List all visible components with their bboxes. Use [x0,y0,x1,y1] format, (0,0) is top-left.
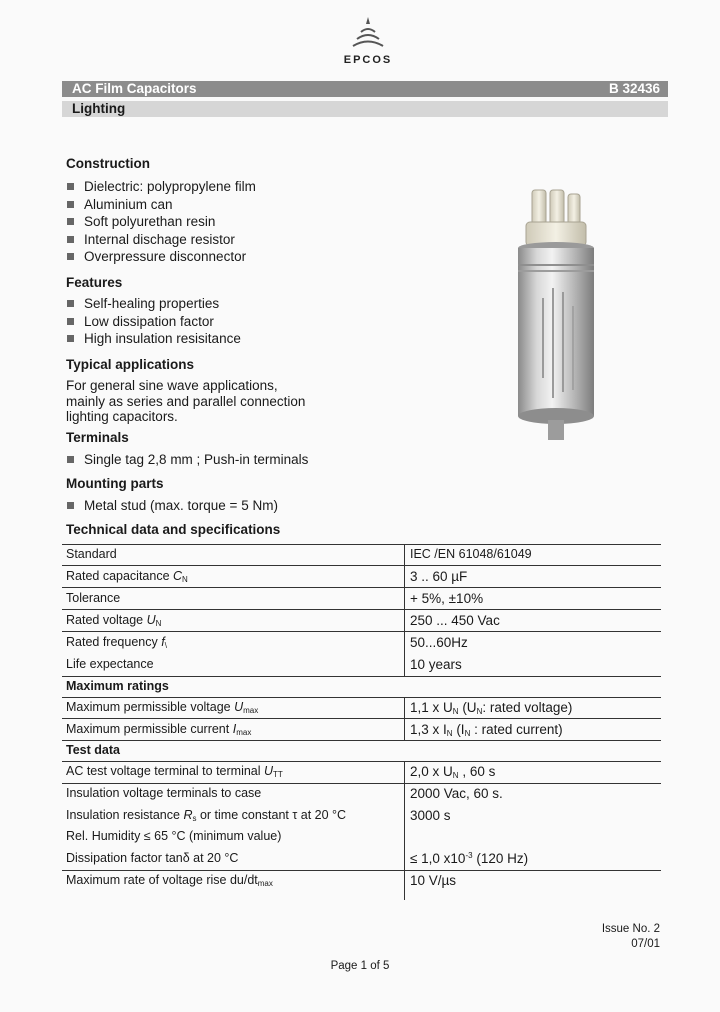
spec-label [66,764,283,779]
label-text: Insulation resistance [66,808,184,822]
spec-label [66,569,188,584]
spec-label [66,808,346,823]
spec-label [66,700,258,715]
spec-label: Dissipation factor tanδ at 20 °C [66,851,239,865]
spec-label: Life expectance [66,657,154,671]
table-rule [62,609,661,610]
value-text: 2,0 x U [410,764,453,779]
applications-text [66,378,305,425]
issue-date: 07/01 [631,937,660,950]
epcos-triangle-icon [348,16,388,52]
table-rule [62,544,661,545]
spec-value [410,700,572,716]
label-text: Maximum permissible voltage [66,700,235,714]
label-symbol: I [232,722,237,736]
terminals-list [66,451,308,469]
value-subscript: N [476,707,483,716]
applications-line: mainly as series and parallel connection [66,393,306,409]
spec-label: Standard [66,547,117,561]
mounting-list [66,497,278,515]
label-subscript: \ [164,641,167,650]
label-text: Rated frequency [66,635,162,649]
label-text: or time constant τ at 20 °C [196,808,347,822]
construction-list [66,178,256,266]
spec-value: 3000 s [410,808,451,823]
label-symbol: U [146,613,156,627]
label-symbol: U [264,764,274,778]
spec-value: 50...60Hz [410,635,468,650]
table-rule [62,565,661,566]
applications-line: For general sine wave applications, [66,378,278,393]
label-text: AC test voltage terminal to terminal [66,764,264,778]
value-text: : rated voltage) [482,700,573,715]
table-rule [62,718,661,719]
spec-value [410,851,528,866]
list-item: Overpressure disconnector [66,248,256,266]
value-text: 1,3 x I [410,722,447,737]
applications-line: lighting capacitors. [66,409,178,425]
spec-value [410,722,563,738]
applications-heading: Typical applications [66,357,195,372]
value-text: ≤ 1,0 x10 [410,851,466,866]
label-subscript: N [182,575,188,584]
part-number: B 32436 [608,81,660,96]
column-rule [404,544,405,676]
table-rule [62,870,661,871]
label-subscript: s [192,814,197,823]
label-text: Maximum rate of voltage rise du/dt [66,873,258,887]
spec-value: 10 V/µs [410,873,457,888]
construction-heading: Construction [66,156,150,171]
list-item: Soft polyurethan resin [66,213,256,231]
capacitor-photo [506,188,616,442]
spec-value: + 5%, ±10% [410,591,484,606]
list-item: Self-healing properties [66,295,241,313]
label-text: Rated voltage [66,613,147,627]
features-heading: Features [66,275,123,290]
list-item: Aluminium can [66,196,256,214]
label-symbol: f [161,635,165,649]
list-item: Low dissipation factor [66,313,241,331]
issue-info [602,922,660,951]
value-text: (120 Hz) [472,851,529,866]
spec-value: 250 ... 450 Vac [410,613,500,628]
value-text: 1,1 x U [410,700,453,715]
document-title: AC Film Capacitors [72,81,197,96]
subtitle-bar [62,101,668,117]
label-symbol: R [183,808,193,822]
table-rule [62,587,661,588]
spec-label [66,873,273,888]
label-subscript: TT [273,770,283,779]
label-subscript: max [236,728,252,737]
label-subscript: max [243,706,259,715]
label-text: Rated capacitance [66,569,174,583]
value-text: , 60 s [458,764,496,779]
spec-label [66,613,161,628]
table-rule [62,631,661,632]
document-subtitle: Lighting [72,101,126,116]
tech-heading: Technical data and specifications [66,522,281,537]
spec-value [410,764,495,780]
spec-label: Insulation voltage terminals to case [66,786,262,800]
mounting-heading: Mounting parts [66,476,164,491]
value-subscript: N [452,707,459,716]
spec-label [66,722,251,737]
spec-table [62,544,661,900]
table-rule [62,761,661,762]
list-item: High insulation resisitance [66,330,241,348]
table-rule [62,676,661,677]
issue-number: Issue No. 2 [601,923,660,935]
logo-text: EPCOS [343,54,393,66]
value-superscript: -3 [465,851,473,860]
epcos-logo [336,16,400,68]
label-symbol: U [234,700,244,714]
spec-value: 10 years [410,657,462,672]
features-list [66,295,241,348]
value-subscript: N [446,729,453,738]
page-number: Page 1 of 5 [330,960,390,972]
spec-label: Rel. Humidity ≤ 65 °C (minimum value) [66,829,282,843]
column-rule [404,761,405,900]
spec-value: 2000 Vac, 60 s. [410,786,503,801]
list-item: Internal dischage resistor [66,231,256,249]
spec-label [66,635,167,650]
value-subscript: N [464,729,471,738]
label-symbol: C [173,569,183,583]
list-item: Single tag 2,8 mm ; Push-in terminals [66,451,308,469]
table-rule [62,783,661,784]
value-subscript: N [452,771,459,780]
label-text: Maximum permissible current [66,722,233,736]
table-rule [62,740,661,741]
label-subscript: N [155,619,162,628]
list-item: Metal stud (max. torque = 5 Nm) [66,497,278,515]
spec-value: 3 .. 60 µF [410,569,468,584]
max-ratings-heading: Maximum ratings [66,679,169,693]
label-subscript: max [257,879,273,888]
table-rule [62,697,661,698]
spec-label: Tolerance [66,591,121,605]
value-text: (U [458,700,477,715]
title-bar [62,81,668,97]
spec-value: IEC /EN 61048/61049 [410,547,532,561]
list-item: Dielectric: polypropylene film [66,178,256,196]
test-data-heading: Test data [66,743,120,757]
value-text: (I [452,722,465,737]
value-text: : rated current) [470,722,563,737]
terminals-heading: Terminals [66,430,129,445]
